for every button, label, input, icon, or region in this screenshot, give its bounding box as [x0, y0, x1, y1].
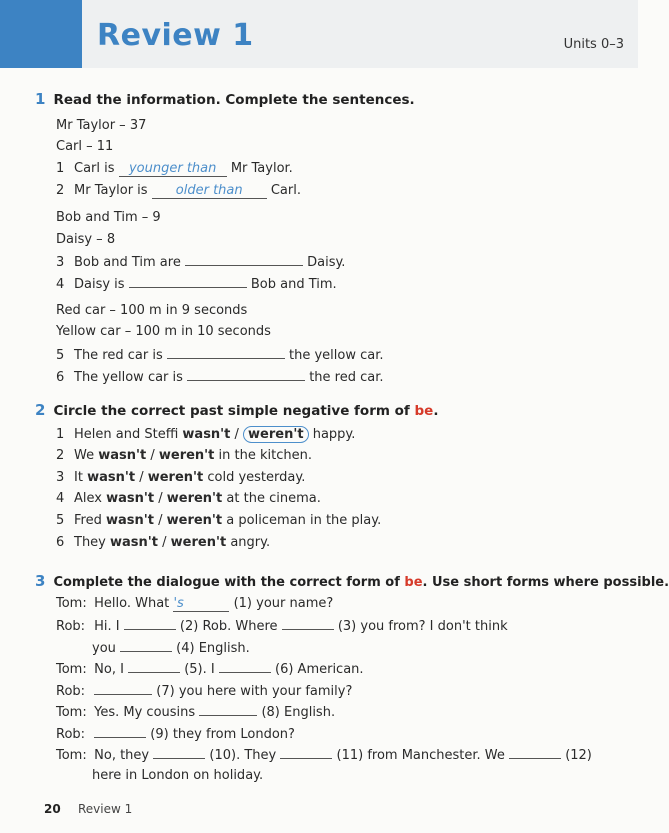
answer-field[interactable]	[94, 682, 152, 695]
dialogue-line-9: here in London on holiday.	[92, 768, 264, 783]
answer-field[interactable]	[153, 746, 205, 759]
answer-field[interactable]	[280, 746, 332, 759]
dialogue-line-3: you (4) English.	[92, 641, 250, 656]
option-werent[interactable]: weren't	[170, 535, 227, 550]
dialogue-line-7: Rob: (9) they from London?	[56, 727, 295, 742]
info-line: Mr Taylor – 37	[56, 118, 147, 133]
exercise-1-item-4: 4 Daisy is Bob and Tim.	[56, 277, 337, 292]
exercise-1-title	[35, 90, 415, 108]
dialogue-line-6: Tom: Yes. My cousins (8) English.	[56, 705, 336, 720]
speaker: Rob:	[56, 727, 86, 742]
exercise-2-title: 2 Circle the correct past simple negative form of be.	[35, 401, 439, 419]
answer-field[interactable]: younger than	[119, 161, 227, 177]
dialogue-line-1: Tom: Hello. What 's (1) your name?	[56, 596, 334, 611]
answer-field[interactable]	[199, 703, 257, 716]
info-line: Bob and Tim – 9	[56, 210, 161, 225]
exercise-2-item-5: 5 Fred wasn't / weren't a policeman in the play.	[56, 513, 382, 528]
answer-field[interactable]: older than	[152, 183, 267, 199]
units-label: Units 0–3	[563, 37, 624, 52]
answer-field[interactable]	[129, 275, 247, 288]
option-werent[interactable]: weren't	[158, 448, 215, 463]
speaker: Tom:	[56, 748, 87, 763]
option-wasnt[interactable]: wasn't	[106, 491, 155, 506]
speaker: Rob:	[56, 684, 86, 699]
exercise-1-item-2: 2 Mr Taylor is older than Carl.	[56, 183, 301, 198]
speaker: Tom:	[56, 662, 87, 677]
dialogue-line-5: Rob: (7) you here with your family?	[56, 684, 353, 699]
header-band	[0, 0, 638, 68]
info-line: Red car – 100 m in 9 seconds	[56, 303, 248, 318]
answer-field[interactable]	[219, 660, 271, 673]
answer-field[interactable]	[282, 617, 334, 630]
speaker: Rob:	[56, 619, 86, 634]
option-wasnt[interactable]: wasn't	[105, 513, 154, 528]
exercise-1-number: 1	[35, 90, 46, 108]
dialogue-line-2: Rob: Hi. I (2) Rob. Where (3) you from? I don't think	[56, 619, 508, 634]
exercise-2-item-3: 3 It wasn't / weren't cold yesterday.	[56, 470, 306, 485]
exercise-1-item-6: 6 The yellow car is the red car.	[56, 370, 384, 385]
header-color-tab	[0, 0, 82, 68]
option-werent[interactable]: weren't	[166, 491, 223, 506]
footer-label: Review 1	[78, 802, 133, 816]
exercise-1-instruction: Read the information. Complete the sentences.	[53, 92, 415, 108]
exercise-1-item-3: 3 Bob and Tim are Daisy.	[56, 255, 346, 270]
option-wasnt[interactable]: wasn't	[110, 535, 158, 550]
answer-field[interactable]	[185, 253, 303, 266]
exercise-1-item-5: 5 The red car is the yellow car.	[56, 348, 384, 363]
option-werent[interactable]: weren't	[166, 513, 223, 528]
speaker: Tom:	[56, 705, 87, 720]
answer-field[interactable]	[124, 617, 176, 630]
page-title: Review 1	[97, 18, 254, 53]
dialogue-line-4: Tom: No, I (5). I (6) American.	[56, 662, 364, 677]
speaker: Tom:	[56, 596, 87, 611]
exercise-2-item-1: 1 Helen and Steffi wasn't / weren't happy.	[56, 427, 356, 442]
option-werent[interactable]: weren't	[147, 470, 204, 485]
info-line: Yellow car – 100 m in 10 seconds	[56, 324, 271, 339]
option-wasnt[interactable]: wasn't	[182, 427, 231, 442]
answer-field[interactable]	[120, 639, 172, 652]
exercise-3-title: 3 Complete the dialogue with the correct form of be. Use short forms where possible.	[35, 572, 669, 590]
page-number: 20	[44, 802, 61, 816]
answer-field[interactable]	[509, 746, 561, 759]
info-line: Daisy – 8	[56, 232, 116, 247]
exercise-2-item-6: 6 They wasn't / weren't angry.	[56, 535, 271, 550]
option-wasnt[interactable]: wasn't	[87, 470, 136, 485]
answer-field[interactable]	[187, 368, 305, 381]
answer-field[interactable]	[167, 346, 285, 359]
exercise-2-item-2: 2 We wasn't / weren't in the kitchen.	[56, 448, 312, 463]
answer-field[interactable]: 's	[173, 596, 229, 612]
info-line: Carl – 11	[56, 139, 114, 154]
option-werent-circled[interactable]: weren't	[243, 426, 309, 443]
dialogue-line-8: Tom: No, they (10). They (11) from Manchester. We (12)	[56, 748, 592, 763]
exercise-1-item-1: 1 Carl is younger than Mr Taylor.	[56, 161, 293, 176]
exercise-2-item-4: 4 Alex wasn't / weren't at the cinema.	[56, 491, 321, 506]
option-wasnt[interactable]: wasn't	[98, 448, 147, 463]
answer-field[interactable]	[128, 660, 180, 673]
answer-field[interactable]	[94, 725, 146, 738]
